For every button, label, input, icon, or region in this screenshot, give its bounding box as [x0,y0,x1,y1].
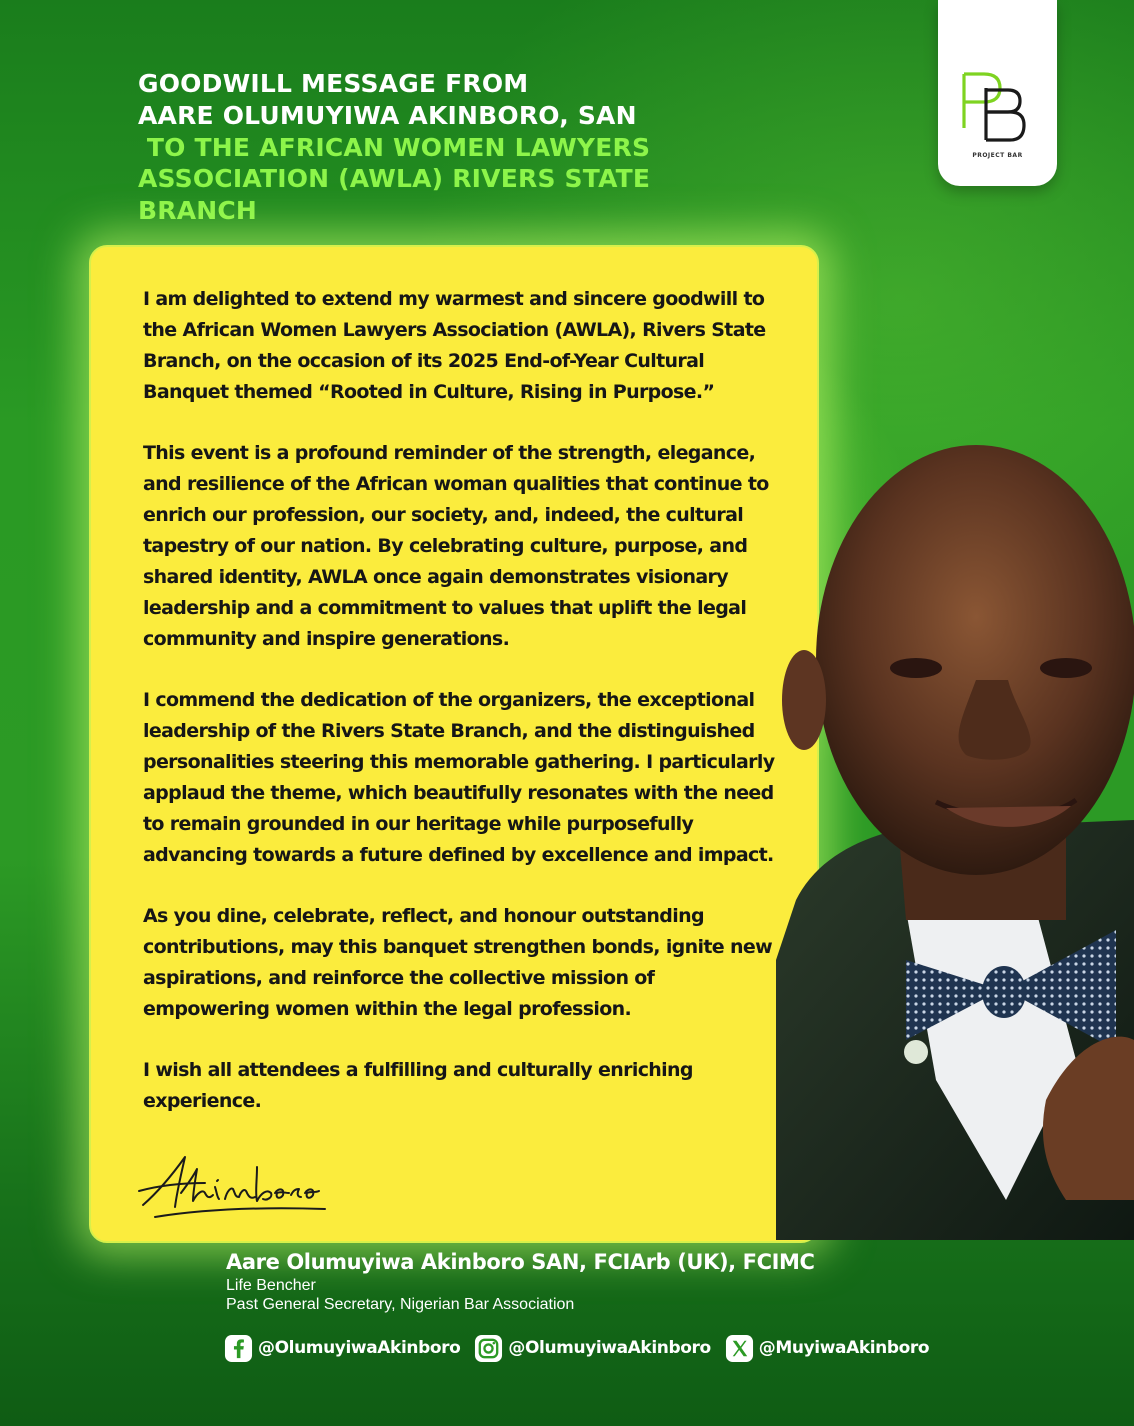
heading-line: GOODWILL MESSAGE FROM [138,69,529,98]
instagram-handle: @OlumuyiwaAkinboro [508,1338,711,1358]
social-facebook[interactable] [224,1334,460,1363]
message-paragraph: I am delighted to extend my warmest and sincere goodwill to the African Women Lawyers Association (AWLA), Rivers State Branch, on the occasion of its 2025 End-of-Year Cultural Banquet themed “Rooted in Culture, Rising in Purpose.” [143,288,766,403]
signature [135,1147,345,1227]
x-handle: @MuyiwaAkinboro [758,1338,930,1358]
social-instagram[interactable] [474,1334,710,1363]
social-x[interactable] [725,1334,929,1363]
logo-subtitle: PROJECT BAR [972,152,1023,159]
message-paragraph: As you dine, celebrate, reflect, and honour outstanding contributions, may this banquet strengthen bonds, ignite new aspirations, and reinforce the collective mission of empowering women within the legal profession. [143,905,773,1020]
poster-heading [138,68,778,227]
message-card [89,245,819,1243]
heading-line: AARE OLUMUYIWA AKINBORO, SAN [138,100,637,130]
signatory-title-1: Life Bencher [226,1277,316,1294]
heading-line: TO THE AFRICAN WOMEN LAWYERS [138,132,651,162]
portrait-image [776,440,1134,1240]
message-paragraph: I commend the dedication of the organizers, the exceptional leadership of the Rivers State Branch, and the distinguished personalities steering this memorable gathering. I particularly applaud the theme, which beautifully resonates with the need to remain grounded in our heritage while purposefully advancing towards a future defined by excellence and impact. [143,689,775,866]
social-handles [224,1333,943,1363]
heading-line: BRANCH [138,196,258,226]
project-bar-logo [938,0,1057,186]
message-paragraph: This event is a profound reminder of the strength, elegance, and resilience of the African woman qualities that continue to enrich our profession, our society, and, indeed, the cultural tapestry of our nation. By celebrating culture, purpose, and shared identity, AWLA once again demonstrates visionary leadership and a commitment to values that uplift the legal community and inspire generations. [143,442,769,650]
heading-line: ASSOCIATION (AWLA) RIVERS STATE [138,164,651,194]
signatory-title-2: Past General Secretary, Nigerian Bar Association [226,1296,575,1313]
message-body [143,284,783,1117]
facebook-icon [224,1334,253,1363]
facebook-handle: @OlumuyiwaAkinboro [258,1338,461,1358]
instagram-icon [474,1334,503,1363]
message-paragraph: I wish all attendees a fulfilling and culturally enriching experience. [143,1059,693,1112]
x-icon [725,1334,754,1363]
pb-logo-icon [958,68,1038,148]
signatory-name: Aare Olumuyiwa Akinboro SAN, FCIArb (UK), FCIMC [226,1250,815,1274]
